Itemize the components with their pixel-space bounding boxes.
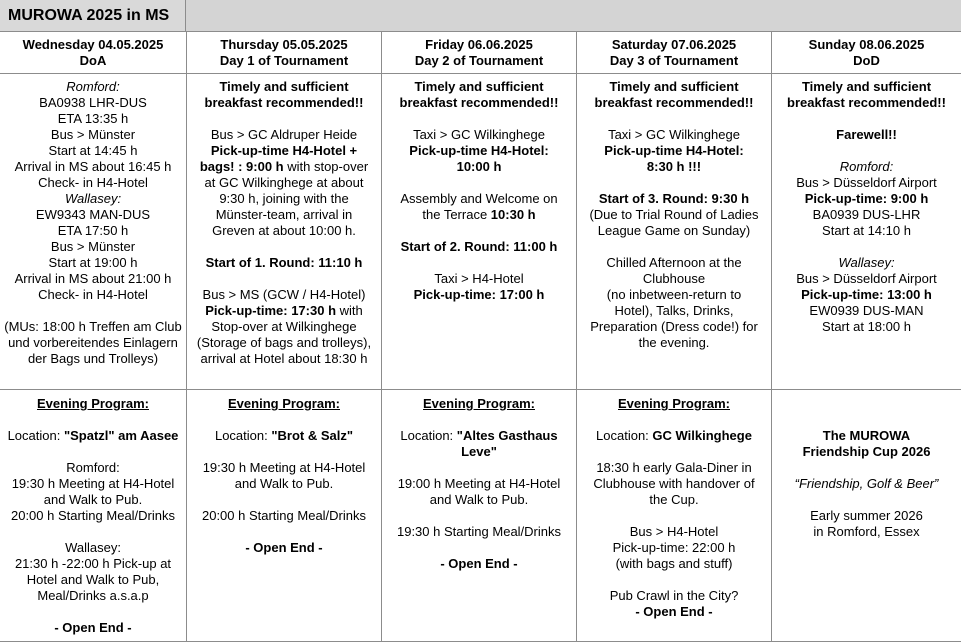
evening-line: 19:30 h Meeting at H4-Hotel bbox=[202, 460, 366, 475]
evening-line bbox=[384, 540, 574, 556]
schedule-line: Wallasey: bbox=[64, 191, 122, 206]
schedule-line: Taxi > GC Wilkinghege bbox=[608, 127, 740, 142]
schedule-line: breakfast recommended!! bbox=[594, 95, 754, 110]
evening-program-heading: Evening Program: bbox=[423, 396, 535, 411]
evening-line bbox=[189, 524, 379, 540]
schedule-line: Pick-up-time H4-Hotel + bbox=[210, 143, 358, 158]
evening-line bbox=[189, 444, 379, 460]
evening-line bbox=[579, 428, 769, 444]
schedule-line: Start of 2. Round: 11:00 h bbox=[400, 239, 558, 254]
schedule-line: Taxi > GC Wilkinghege bbox=[413, 127, 545, 142]
evening-line bbox=[2, 524, 184, 540]
schedule-line bbox=[774, 143, 959, 159]
schedule-line: Assembly and Welcome on bbox=[400, 191, 558, 206]
schedule-line: Start at 18:00 h bbox=[822, 319, 911, 334]
evening-line bbox=[579, 396, 769, 412]
location-label: Location: bbox=[400, 428, 457, 443]
day-date: Friday 06.06.2025 bbox=[425, 37, 533, 52]
schedule-line bbox=[384, 175, 574, 191]
evening-line: the Cup. bbox=[649, 492, 699, 507]
schedule-line: BA0939 DUS-LHR bbox=[812, 207, 921, 222]
schedule-table bbox=[0, 32, 961, 642]
schedule-line: Timely and sufficient bbox=[801, 79, 932, 94]
schedule-line bbox=[189, 271, 379, 287]
evening-line: - Open End - bbox=[54, 620, 132, 635]
schedule-line: Check- in H4-Hotel bbox=[38, 175, 148, 190]
title-bar-fill bbox=[186, 0, 961, 31]
schedule-line: 8:30 h !!! bbox=[646, 159, 702, 174]
evening-line: (with bags and stuff) bbox=[615, 556, 733, 571]
evening-line: 19:30 h Starting Meal/Drinks bbox=[396, 524, 562, 539]
evening-line: and Walk to Pub. bbox=[43, 492, 143, 507]
schedule-line: Pick-up-time H4-Hotel: bbox=[409, 143, 549, 158]
evening-line bbox=[384, 460, 574, 476]
evening-line bbox=[579, 508, 769, 524]
evening-line: and Walk to Pub. bbox=[429, 492, 529, 507]
day-date: Sunday 08.06.2025 bbox=[808, 37, 925, 52]
evening-line bbox=[384, 428, 574, 444]
day-date: Saturday 07.06.2025 bbox=[611, 37, 737, 52]
schedule-line: (Due to Trial Round of Ladies bbox=[589, 207, 759, 222]
schedule-line bbox=[384, 255, 574, 271]
schedule-line: arrival at Hotel about 18:30 h bbox=[200, 351, 368, 366]
evening-line bbox=[2, 396, 184, 412]
evening-line bbox=[579, 572, 769, 588]
day-date: Thursday 05.05.2025 bbox=[220, 37, 348, 52]
schedule-line: BA0938 LHR-DUS bbox=[39, 95, 147, 110]
evening-line: Clubhouse with handover of bbox=[593, 476, 755, 491]
pickup-time: Pick-up-time: 17:30 h bbox=[205, 303, 337, 318]
schedule-line: Bus > MS (GCW / H4-Hotel) bbox=[202, 287, 366, 302]
schedule-line bbox=[189, 239, 379, 255]
evening-line bbox=[774, 492, 959, 508]
schedule-line: Pick-up-time: 17:00 h bbox=[413, 287, 545, 302]
evening-line: Early summer 2026 bbox=[810, 508, 923, 523]
evening-line bbox=[579, 412, 769, 428]
evening-line: Bus > H4-Hotel bbox=[629, 524, 719, 539]
evening-line: Leve" bbox=[461, 444, 497, 459]
day-header bbox=[187, 32, 382, 74]
evening-line: Hotel and Walk to Pub, bbox=[26, 572, 160, 587]
schedule-line bbox=[189, 111, 379, 127]
day-subtitle: Day 2 of Tournament bbox=[414, 53, 544, 68]
evening-line bbox=[2, 604, 184, 620]
schedule-line: Chilled Afternoon at the bbox=[606, 255, 742, 270]
schedule-line bbox=[579, 175, 769, 191]
schedule-line: Start of 1. Round: 11:10 h bbox=[205, 255, 363, 270]
evening-line bbox=[189, 396, 379, 412]
schedule-line bbox=[579, 111, 769, 127]
schedule-line: 9:30 h, joining with the bbox=[219, 191, 349, 206]
evening-line: “Friendship, Golf & Beer” bbox=[794, 476, 939, 491]
location-name: "Altes Gasthaus bbox=[456, 428, 558, 443]
schedule-line: Clubhouse bbox=[642, 271, 706, 286]
schedule-line: Romford: bbox=[839, 159, 894, 174]
evening-line: 20:00 h Starting Meal/Drinks bbox=[10, 508, 176, 523]
schedule-line: Start of 3. Round: 9:30 h bbox=[598, 191, 750, 206]
schedule-line: Timely and sufficient bbox=[609, 79, 739, 94]
schedule-line: Check- in H4-Hotel bbox=[38, 287, 148, 302]
schedule-line bbox=[189, 303, 379, 319]
evening-program bbox=[577, 390, 772, 642]
evening-line bbox=[384, 508, 574, 524]
schedule-line: Bus > Düsseldorf Airport bbox=[796, 271, 937, 286]
evening-line: The MUROWA bbox=[822, 428, 911, 443]
location-name: "Spatzl" am Aasee bbox=[63, 428, 179, 443]
evening-line bbox=[579, 444, 769, 460]
evening-line bbox=[189, 492, 379, 508]
day-schedule bbox=[382, 74, 577, 390]
pickup-note: with bbox=[336, 303, 363, 318]
evening-line: and Walk to Pub. bbox=[234, 476, 334, 491]
evening-line: Friendship Cup 2026 bbox=[802, 444, 931, 459]
evening-line: Pick-up-time: 22:00 h bbox=[612, 540, 736, 555]
pickup-time: bags! : 9:00 h bbox=[199, 159, 284, 174]
evening-program-heading: Evening Program: bbox=[228, 396, 340, 411]
day-date: Wednesday 04.05.2025 bbox=[22, 37, 164, 52]
evening-line bbox=[774, 396, 959, 412]
schedule-line: Bus > GC Aldruper Heide bbox=[210, 127, 358, 142]
schedule-line bbox=[384, 111, 574, 127]
evening-line: - Open End - bbox=[440, 556, 518, 571]
day-schedule bbox=[0, 74, 187, 390]
evening-line bbox=[2, 428, 184, 444]
location-label: Location: bbox=[596, 428, 653, 443]
evening-line: 19:00 h Meeting at H4-Hotel bbox=[397, 476, 561, 491]
schedule-line: EW9343 MAN-DUS bbox=[35, 207, 151, 222]
evening-program bbox=[0, 390, 187, 642]
schedule-line: Hotel), Talks, Drinks, bbox=[614, 303, 734, 318]
schedule-line: Arrival in MS about 16:45 h bbox=[14, 159, 172, 174]
schedule-line: EW0939 DUS-MAN bbox=[809, 303, 924, 318]
schedule-line: Münster-team, arrival in bbox=[215, 207, 353, 222]
evening-line bbox=[774, 412, 959, 428]
location-label: Location: bbox=[7, 428, 64, 443]
day-subtitle: DoA bbox=[79, 53, 107, 68]
evening-line: 19:30 h Meeting at H4-Hotel bbox=[11, 476, 175, 491]
evening-program bbox=[772, 390, 961, 642]
schedule-line: League Game on Sunday) bbox=[597, 223, 751, 238]
schedule-line: Pick-up-time: 13:00 h bbox=[801, 287, 932, 302]
day-subtitle: Day 3 of Tournament bbox=[609, 53, 739, 68]
schedule-line: Pick-up-time H4-Hotel: bbox=[604, 143, 744, 158]
evening-line bbox=[384, 396, 574, 412]
day-header bbox=[0, 32, 187, 74]
welcome-note: the Terrace bbox=[422, 207, 491, 222]
evening-line bbox=[774, 460, 959, 476]
schedule-line bbox=[384, 223, 574, 239]
schedule-line: Start at 19:00 h bbox=[48, 255, 138, 270]
schedule-line: Start at 14:45 h bbox=[48, 143, 138, 158]
schedule-line: breakfast recommended!! bbox=[787, 95, 946, 110]
schedule-line: Bus > Münster bbox=[50, 239, 136, 254]
evening-line: 18:30 h early Gala-Diner in bbox=[596, 460, 752, 475]
schedule-line: the evening. bbox=[638, 335, 710, 350]
schedule-line: Romford: bbox=[66, 79, 120, 94]
schedule-line bbox=[774, 111, 959, 127]
schedule-line: Farewell!! bbox=[836, 127, 897, 142]
schedule-line: Greven at about 10:00 h. bbox=[212, 223, 356, 238]
schedule-line: (Storage of bags and trolleys), bbox=[196, 335, 372, 350]
schedule-line: der Bags und Trolleys) bbox=[27, 351, 159, 366]
schedule-line: 10:00 h bbox=[456, 159, 502, 174]
schedule-line: Start at 14:10 h bbox=[822, 223, 911, 238]
pickup-note: with stop-over bbox=[283, 159, 369, 174]
evening-program bbox=[187, 390, 382, 642]
location-name: GC Wilkinghege bbox=[652, 428, 752, 443]
schedule-line bbox=[774, 239, 959, 255]
schedule-line: breakfast recommended!! bbox=[399, 95, 559, 110]
schedule-line: (no inbetween-return to bbox=[606, 287, 742, 302]
evening-line: Pub Crawl in the City? bbox=[609, 588, 739, 603]
day-subtitle: Day 1 of Tournament bbox=[219, 53, 349, 68]
schedule-line: Preparation (Dress code!) for bbox=[590, 319, 758, 334]
day-schedule bbox=[772, 74, 961, 390]
schedule-line: breakfast recommended!! bbox=[204, 95, 364, 110]
schedule-line bbox=[579, 239, 769, 255]
schedule-line: und vorbereitendes Einlagern bbox=[8, 335, 178, 350]
schedule-line: Bus > Düsseldorf Airport bbox=[796, 175, 937, 190]
schedule-line bbox=[384, 207, 574, 223]
evening-line bbox=[189, 428, 379, 444]
schedule-line bbox=[189, 159, 379, 175]
evening-program bbox=[382, 390, 577, 642]
evening-line: Meal/Drinks a.s.a.p bbox=[37, 588, 149, 603]
evening-line: - Open End - bbox=[635, 604, 713, 619]
day-header bbox=[577, 32, 772, 74]
schedule-line: Timely and sufficient bbox=[414, 79, 544, 94]
evening-line: 20:00 h Starting Meal/Drinks bbox=[201, 508, 367, 523]
day-schedule bbox=[577, 74, 772, 390]
schedule-line: ETA 13:35 h bbox=[57, 111, 129, 126]
evening-line: in Romford, Essex bbox=[813, 524, 920, 539]
schedule-line: Taxi > H4-Hotel bbox=[434, 271, 524, 286]
day-header bbox=[382, 32, 577, 74]
evening-line: Romford: bbox=[66, 460, 120, 475]
schedule-line: ETA 17:50 h bbox=[57, 223, 129, 238]
evening-program-heading: Evening Program: bbox=[37, 396, 149, 411]
schedule-line: Bus > Münster bbox=[50, 127, 136, 142]
day-schedule bbox=[187, 74, 382, 390]
evening-line: 21:30 h -22:00 h Pick-up at bbox=[14, 556, 172, 571]
schedule-line bbox=[2, 303, 184, 319]
schedule-line: Timely and sufficient bbox=[219, 79, 349, 94]
evening-line: Wallasey: bbox=[65, 540, 121, 555]
evening-line bbox=[189, 412, 379, 428]
location-name: "Brot & Salz" bbox=[271, 428, 354, 443]
day-header bbox=[772, 32, 961, 74]
schedule-line: Pick-up-time: 9:00 h bbox=[804, 191, 929, 206]
sheet-title: MUROWA 2025 in MS bbox=[0, 0, 186, 31]
evening-line bbox=[384, 412, 574, 428]
schedule-line: Stop-over at Wilkinghege bbox=[211, 319, 357, 334]
welcome-time: 10:30 h bbox=[490, 207, 536, 222]
evening-program-heading: Evening Program: bbox=[618, 396, 730, 411]
schedule-line: Wallasey: bbox=[838, 255, 895, 270]
schedule-line: at GC Wilkinghege at about bbox=[204, 175, 364, 190]
location-label: Location: bbox=[214, 428, 272, 443]
evening-line bbox=[2, 444, 184, 460]
title-bar bbox=[0, 0, 961, 32]
evening-line bbox=[2, 412, 184, 428]
evening-line: - Open End - bbox=[245, 540, 323, 555]
schedule-line: (MUs: 18:00 h Treffen am Club bbox=[4, 319, 182, 334]
day-subtitle: DoD bbox=[853, 53, 880, 68]
schedule-line: Arrival in MS about 21:00 h bbox=[14, 271, 172, 286]
